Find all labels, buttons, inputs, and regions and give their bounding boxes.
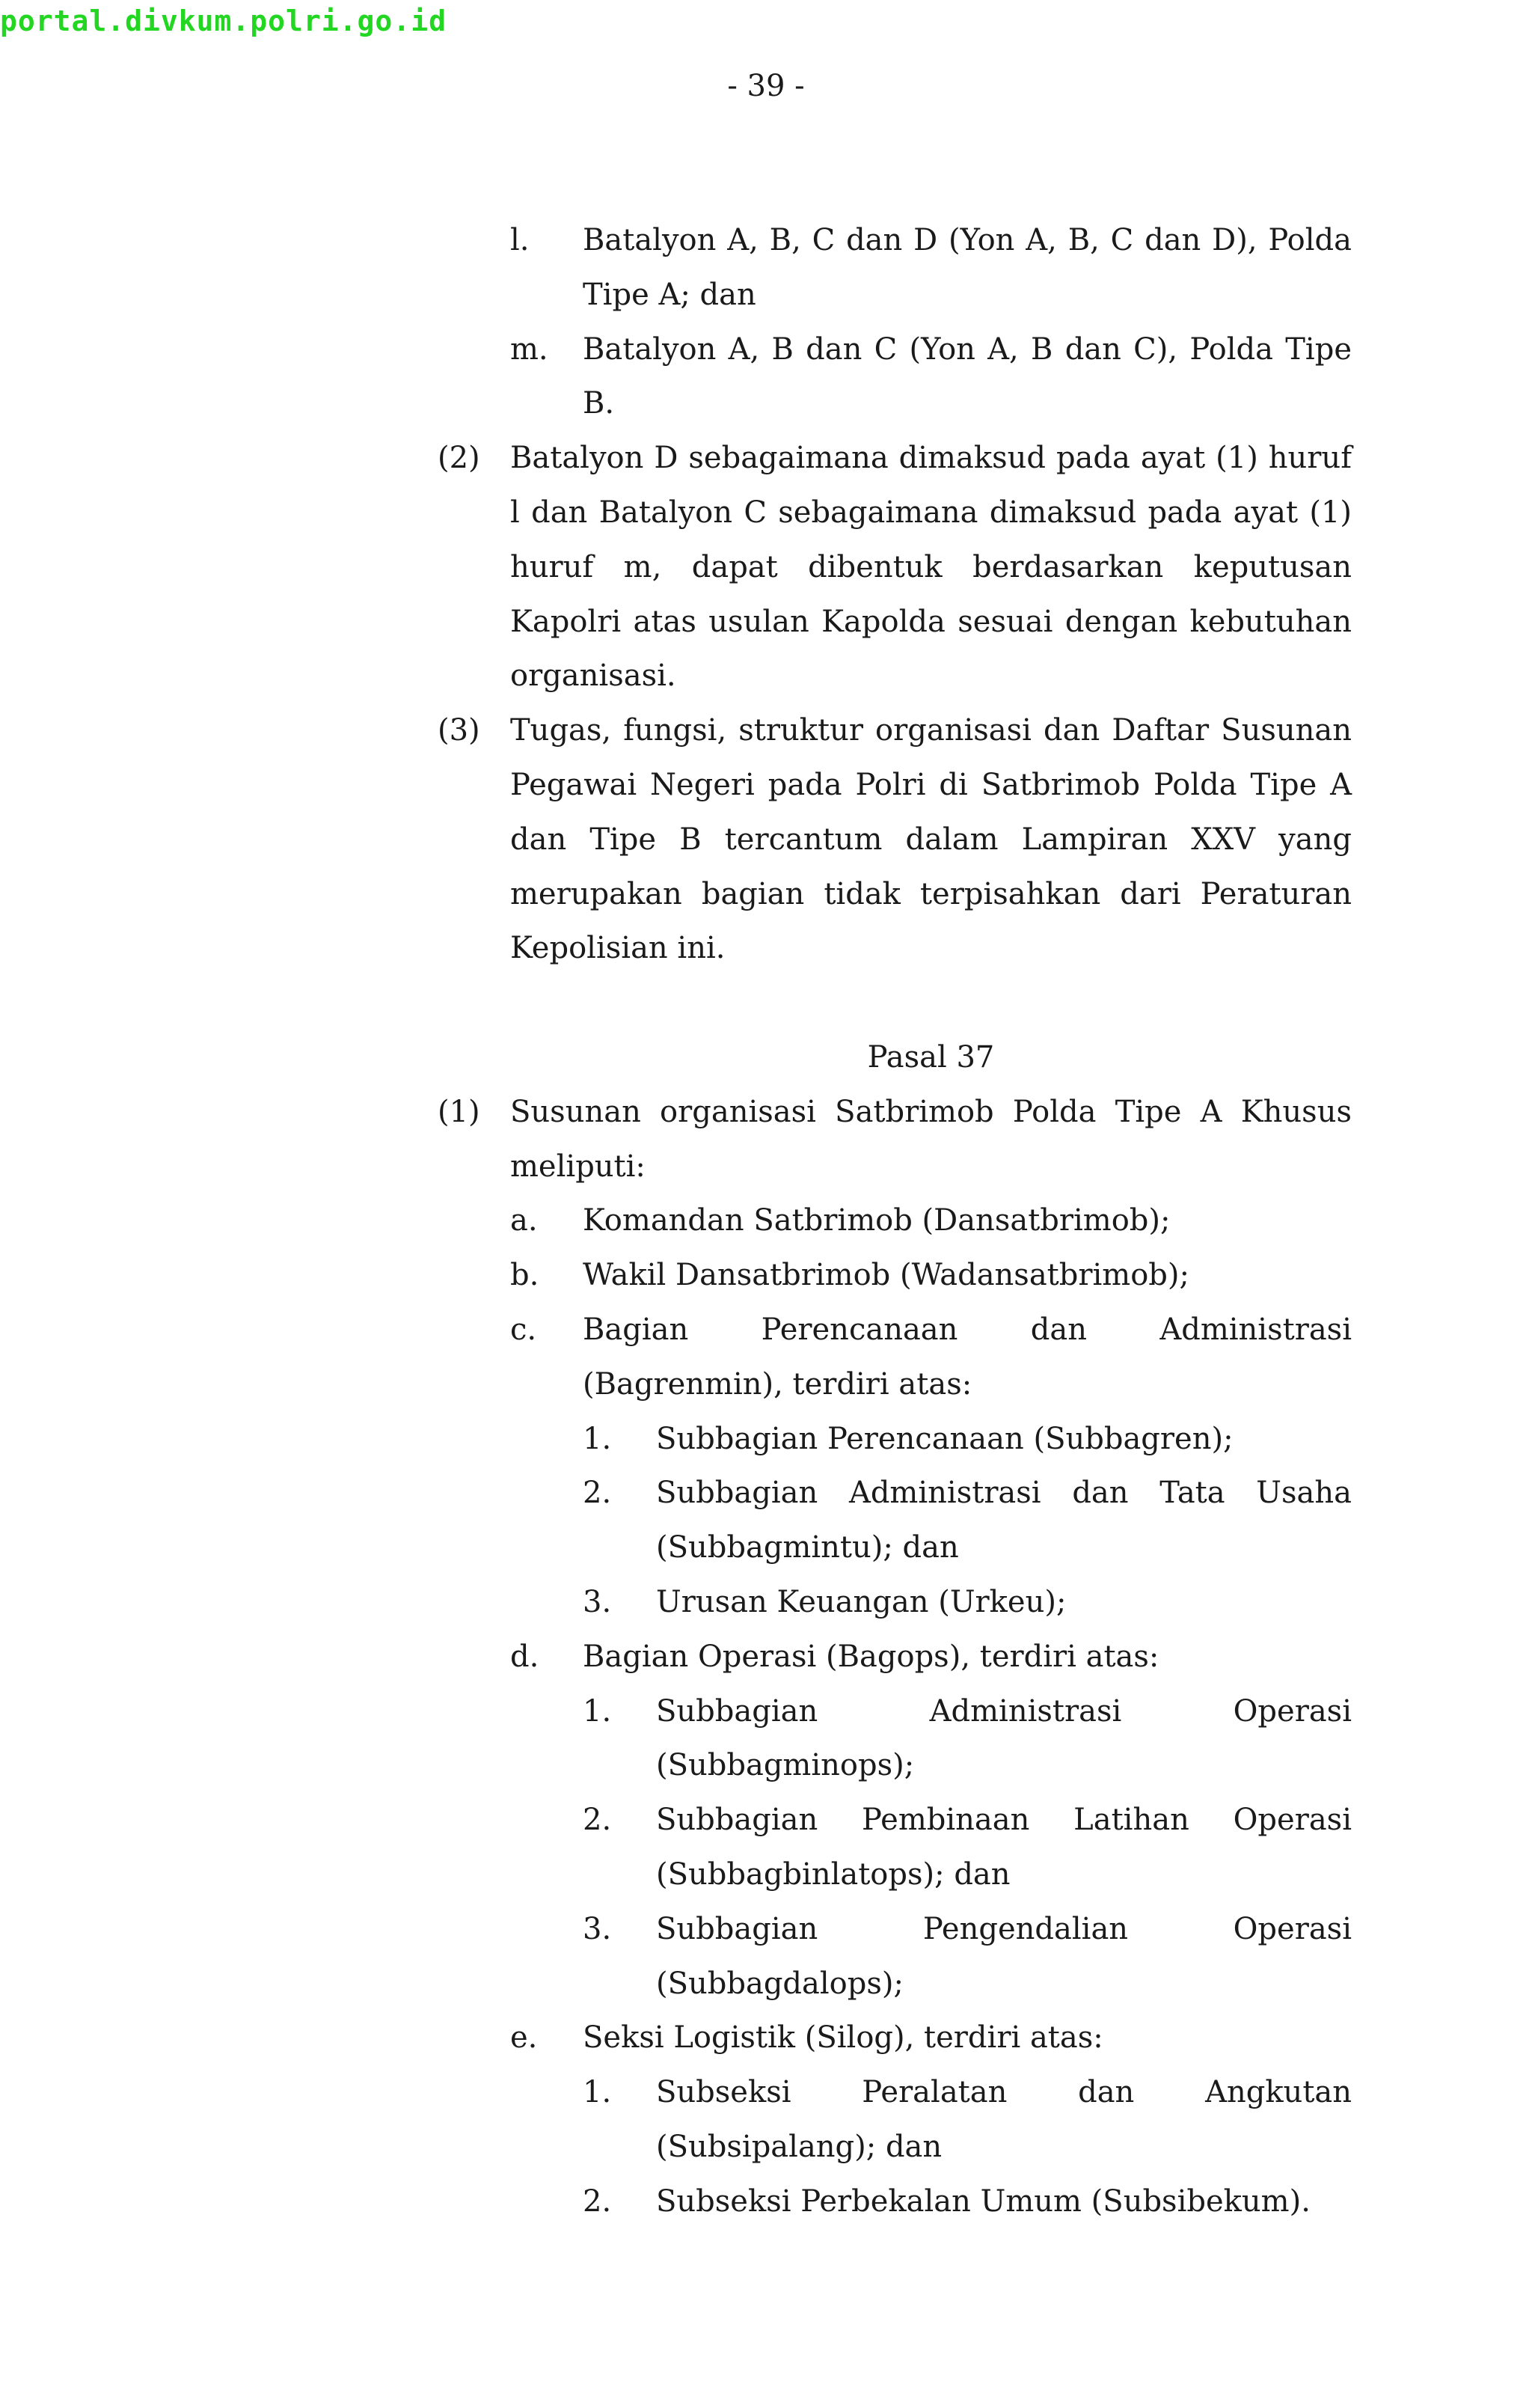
item-text: Komandan Satbrimob (Dansatbrimob);: [583, 1203, 1171, 1238]
item-text: Bagian Operasi (Bagops), terdiri atas:: [583, 1639, 1159, 1674]
list-item-b: [510, 1248, 1352, 1303]
sub-item-label: 2.: [583, 2184, 612, 2219]
sub-item-text: Subseksi Perbekalan Umum (Subsibekum).: [656, 2184, 1311, 2219]
item-label: b.: [510, 1258, 539, 1293]
sub-item-label: 3.: [583, 1911, 612, 1946]
list-item-e: [510, 2011, 1352, 2065]
sub-item-c-2: [583, 1466, 1352, 1575]
item-text: Seksi Logistik (Silog), terdiri atas:: [583, 2020, 1103, 2056]
list-item-d: [510, 1630, 1352, 1684]
item-label: e.: [510, 2020, 538, 2056]
item-text: Batalyon A, B, C dan D (Yon A, B, C dan D), Polda Tipe A; dan: [583, 223, 1352, 312]
item-label: m.: [510, 331, 548, 367]
page-number: - 39 -: [727, 69, 805, 103]
sub-item-e-2: [583, 2175, 1352, 2229]
paragraph-label: (1): [438, 1094, 480, 1129]
sub-item-text: Urusan Keuangan (Urkeu);: [656, 1584, 1067, 1619]
sub-item-label: 2.: [583, 1476, 612, 1511]
paragraph-2: [438, 431, 1352, 703]
sub-item-d-3: [583, 1902, 1352, 2011]
list-item-a: [510, 1194, 1352, 1248]
pasal-37-paragraph-1: [438, 1085, 1352, 1194]
sub-item-d-2: [583, 1793, 1352, 1902]
sub-item-e-1: [583, 2065, 1352, 2175]
list-item-l: [510, 213, 1352, 323]
sub-item-d-1: [583, 1684, 1352, 1794]
paragraph-3: [438, 703, 1352, 976]
sub-item-text: Subbagian Perencanaan (Subbagren);: [656, 1421, 1234, 1456]
item-label: c.: [510, 1312, 537, 1347]
document-body: [438, 213, 1352, 2228]
watermark-url: portal.divkum.polri.go.id: [0, 4, 447, 37]
list-item-m: [510, 323, 1352, 432]
sub-item-label: 1.: [583, 1421, 612, 1456]
paragraph-label: (3): [438, 713, 480, 748]
item-label: a.: [510, 1203, 538, 1238]
paragraph-label: (2): [438, 441, 480, 476]
sub-item-c-3: [583, 1575, 1352, 1630]
article-heading: Pasal 37: [867, 1039, 995, 1075]
sub-item-label: 3.: [583, 1584, 612, 1619]
list-item-c: [510, 1303, 1352, 1412]
item-text: Batalyon A, B dan C (Yon A, B dan C), Polda Tipe B.: [583, 331, 1352, 421]
sub-item-label: 1.: [583, 1693, 612, 1729]
paragraph-text: Susunan organisasi Satbrimob Polda Tipe A Khusus meliputi:: [510, 1094, 1352, 1184]
sub-item-text: Subbagian Pembinaan Latihan Operasi (Subbagbinlatops); dan: [656, 1803, 1352, 1892]
sub-item-text: Subbagian Pengendalian Operasi (Subbagdalops);: [656, 1911, 1352, 2001]
paragraph-text: Tugas, fungsi, struktur organisasi dan Daftar Susunan Pegawai Negeri pada Polri di Satbrimob Polda Tipe A dan Tipe B tercantum dalam Lampiran XXV yang merupakan bagian tidak terpisahkan dari Peraturan Kepolisian ini.: [510, 713, 1352, 966]
sub-item-text: Subseksi Peralatan dan Angkutan (Subsipalang); dan: [656, 2075, 1352, 2164]
sub-item-text: Subbagian Administrasi dan Tata Usaha (Subbagmintu); dan: [656, 1476, 1352, 1565]
item-label: l.: [510, 223, 530, 257]
sub-item-c-1: [583, 1412, 1352, 1467]
item-text: Bagian Perencanaan dan Administrasi (Bagrenmin), terdiri atas:: [583, 1312, 1352, 1402]
item-label: d.: [510, 1639, 539, 1674]
sub-item-text: Subbagian Administrasi Operasi (Subbagminops);: [656, 1693, 1352, 1783]
paragraph-text: Batalyon D sebagaimana dimaksud pada ayat (1) huruf l dan Batalyon C sebagaimana dimaksud pada ayat (1) huruf m, dapat dibentuk berdasarkan keputusan Kapolri atas usulan Kapolda sesuai dengan kebutuhan organisasi.: [510, 441, 1352, 694]
sub-item-label: 1.: [583, 2075, 612, 2110]
sub-item-label: 2.: [583, 1803, 612, 1838]
item-text: Wakil Dansatbrimob (Wadansatbrimob);: [583, 1258, 1189, 1293]
